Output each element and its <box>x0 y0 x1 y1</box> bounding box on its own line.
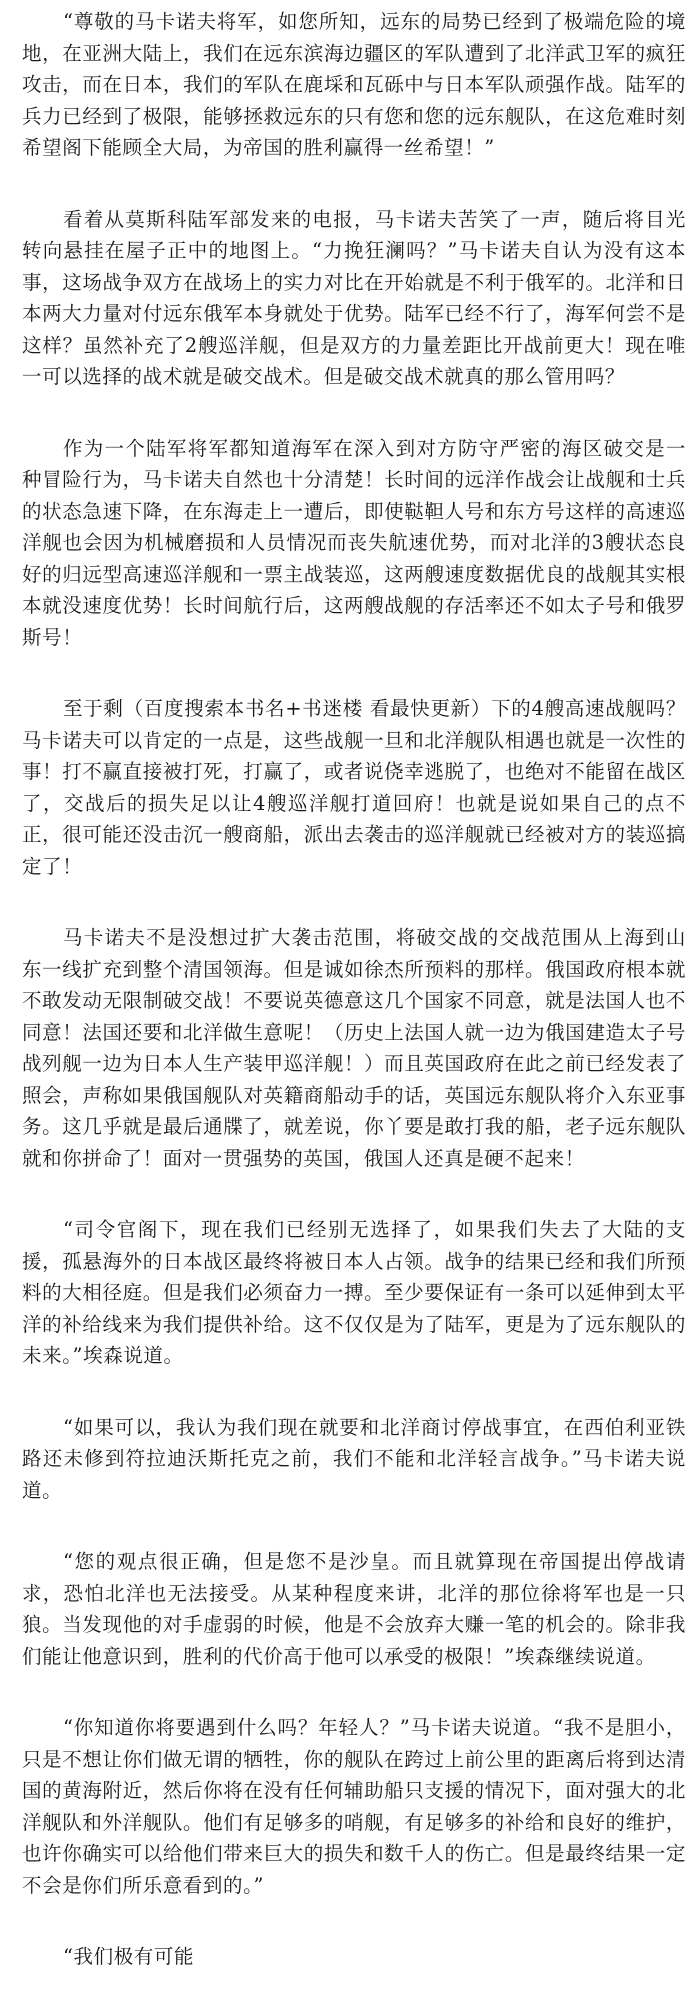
paragraph-5: 马卡诺夫不是没想过扩大袭击范围，将破交战的交战范围从上海到山东一线扩充到整个清国领海。但是诚如徐杰所预料的那样。俄国政府根本就不敢发动无限制破交战！不要说英德意这几个国家不同意，就是法国人也不同意！法国还要和北洋做生意呢！（历史上法国人就一边为俄国建造太子号战列舰一边为日本人生产装甲巡洋舰！）而且英国政府在此之前已经发表了照会，声称如果俄国舰队对英籍商船动手的话，英国远东舰队将介入东亚事务。这几乎就是最后通牒了，就差说，你丫要是敢打我的船，老子远东舰队就和你拼命了！面对一贯强势的英国，俄国人还真是硬不起来！ <box>22 926 686 1170</box>
paragraph-8: “您的观点很正确，但是您不是沙皇。而且就算现在帝国提出停战请求，恐怕北洋也无法接受。从某种程度来讲，北洋的那位徐将军也是一只狼。当发现他的对手虚弱的时候，他是不会放弃大赚一笔的机会的。除非我们能让他意识到，胜利的代价高于他可以承受的极限！”埃森继续说道。 <box>22 1550 686 1668</box>
paragraph-3: 作为一个陆军将军都知道海军在深入到对方防守严密的海区破交是一种冒险行为，马卡诺夫自然也十分清楚！长时间的远洋作战会让战舰和士兵的状态急速下降，在东海走上一遭后，即使鞑靼人号和东方号这样的高速巡洋舰也会因为机械磨损和人员情况而丧失航速优势，而对北洋的3艘状态良好的归远型高速巡洋舰和一票主战装巡，这两艘速度数据优良的战舰其实根本就没速度优势！长时间航行后，这两艘战舰的存活率还不如太子号和俄罗斯号！ <box>22 436 686 649</box>
paragraph-1: “尊敬的马卡诺夫将军，如您所知，远东的局势已经到了极端危险的境地，在亚洲大陆上，我们在远东滨海边疆区的军队遭到了北洋武卫军的疯狂攻击，而在日本，我们的军队在鹿埰和瓦砾中与日本军队顽强作战。陆军的兵力已经到了极限，能够拯救远东的只有您和您的远东舰队，在这危难时刻希望阁下能顾全大局，为帝国的胜利赢得一丝希望！” <box>22 10 686 159</box>
paragraph-4: 至于剩（百度搜索本书名+书迷楼 看最快更新）下的4艘高速战舰吗？马卡诺夫可以肯定的一点是，这些战舰一旦和北洋舰队相遇也就是一次性的事！打不赢直接被打死，打赢了，或者说侥幸逃脱了，也绝对不能留在战区了，交战后的损失足以让4艘巡洋舰打道回府！也就是说如果自己的点不正，很可能还没击沉一艘商船，派出去袭击的巡洋舰就已经被对方的装巡搞定了！ <box>22 697 686 878</box>
paragraph-2: 看着从莫斯科陆军部发来的电报，马卡诺夫苦笑了一声，随后将目光转向悬挂在屋子正中的地图上。“力挽狂澜吗？”马卡诺夫自认为没有这本事，这场战争双方在战场上的实力对比在开始就是不利于俄军的。北洋和日本两大力量对付远东俄军本身就处于优势。陆军已经不行了，海军何尝不是这样？虽然补充了2艘巡洋舰，但是双方的力量差距比开战前更大！现在唯一可以选择的战术就是破交战术。但是破交战术就真的那么管用吗？ <box>22 207 686 388</box>
paragraph-7: “如果可以，我认为我们现在就要和北洋商讨停战事宜，在西伯利亚铁路还未修到符拉迪沃斯托克之前，我们不能和北洋轻言战争。”马卡诺夫说道。 <box>22 1415 686 1502</box>
paragraph-6: “司令官阁下，现在我们已经别无选择了，如果我们失去了大陆的支援，孤悬海外的日本战区最终将被日本人占领。战争的结果已经和我们所预料的大相径庭。但是我们必须奋力一搏。至少要保证有一条可以延伸到太平洋的补给线来为我们提供补给。这不仅仅是为了陆军，更是为了远东舰队的未来。”埃森说道。 <box>22 1218 686 1367</box>
paragraph-9: “你知道你将要遇到什么吗？年轻人？”马卡诺夫说道。“我不是胆小，只是不想让你们做无谓的牺牲，你的舰队在跨过上前公里的距离后将到达清国的黄海附近，然后你将在没有任何辅助船只支援的情况下，面对强大的北洋舰队和外洋舰队。他们有足够多的哨舰，有足够多的补给和良好的维护，也许你确实可以给他们带来巨大的损失和数千人的伤亡。但是最终结果一定不会是你们所乐意看到的。” <box>22 1716 686 1897</box>
paragraph-10: “我们极有可能 <box>62 1945 195 1968</box>
